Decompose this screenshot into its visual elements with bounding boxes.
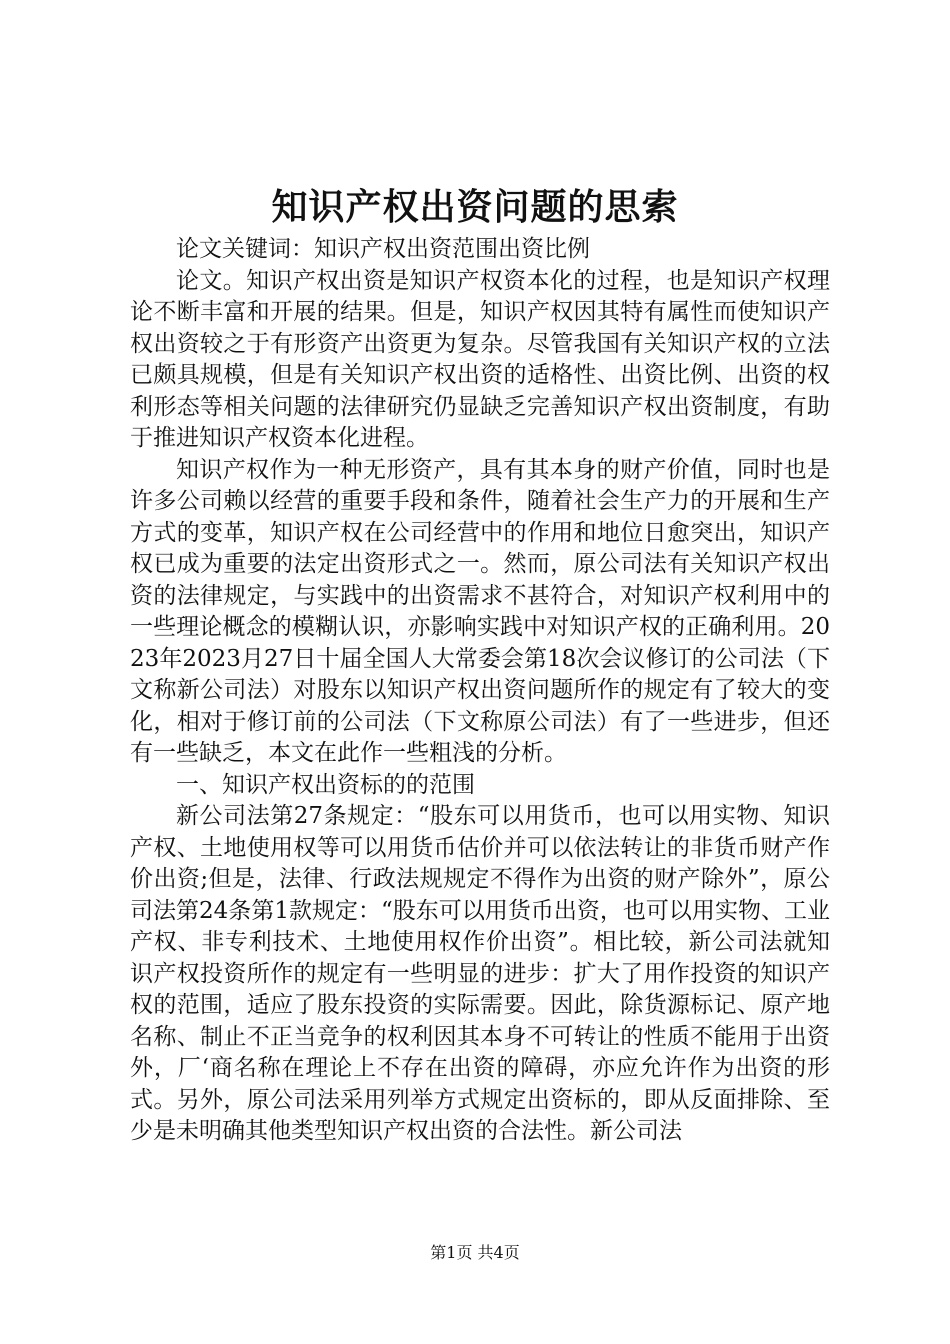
document-body	[130, 234, 830, 1148]
body-paragraph: 论文。知识产权出资是知识产权资本化的过程，也是知识产权理论不断丰富和开展的结果。但是，知识产权因其特有属性而使知识产权出资较之于有形资产出资更为复杂。尽管我国有关知识产权的立法已颇具规模，但是有关知识产权出资的适格性、出资比例、出资的权利形态等相关问题的法律研究仍显缺乏完善知识产权出资制度，有助于推进知识产权资本化进程。	[130, 267, 830, 451]
page-footer: 第1页 共4页	[430, 1243, 520, 1262]
body-paragraph: 新公司法第27条规定：“股东可以用货币，也可以用实物、知识产权、土地使用权等可以用货币估价并可以依法转让的非货币财产作价出资;但是，法律、行政法规规定不得作为出资的财产除外”，原公司法第24条第1款规定：“股东可以用货币出资，也可以用实物、工业产权、非专利技术、土地使用权作价出资”。相比较，新公司法就知识产权投资所作的规定有一些明显的进步：扩大了用作投资的知识产权的范围，适应了股东投资的实际需要。因此，除货源标记、原产地名称、制止不正当竞争的权利因其本身不可转让的性质不能用于出资外，厂‘商名称在理论上不存在出资的障碍，亦应允许作为出资的形式。另外，原公司法采用列举方式规定出资标的，即从反面排除、至少是未明确其他类型知识产权出资的合法性。新公司法	[130, 803, 830, 1144]
keywords-paragraph: 论文关键词：知识产权出资范围出资比例	[176, 236, 590, 262]
document-title: 知识产权出资问题的思索	[271, 186, 679, 228]
section-heading: 一、知识产权出资标的的范围	[176, 771, 475, 798]
body-paragraph: 知识产权作为一种无形资产，具有其本身的财产价值，同时也是许多公司赖以经营的重要手段和条件，随着社会生产力的开展和生产方式的变革，知识产权在公司经营中的作用和地位日愈突出，知识产权已成为重要的法定出资形式之一。然而，原公司法有关知识产权出资的法律规定，与实践中的出资需求不甚符合，对知识产权利用中的一些理论概念的模糊认识，亦影响实践中对知识产权的正确利用。2023年2023月27日十届全国人大常委会第18次会议修订的公司法（下文称新公司法）对股东以知识产权出资问题所作的规定有了较大的变化，相对于修订前的公司法（下文称原公司法）有了一些进步，但还有一些缺乏，本文在此作一些粗浅的分析。	[130, 456, 830, 766]
